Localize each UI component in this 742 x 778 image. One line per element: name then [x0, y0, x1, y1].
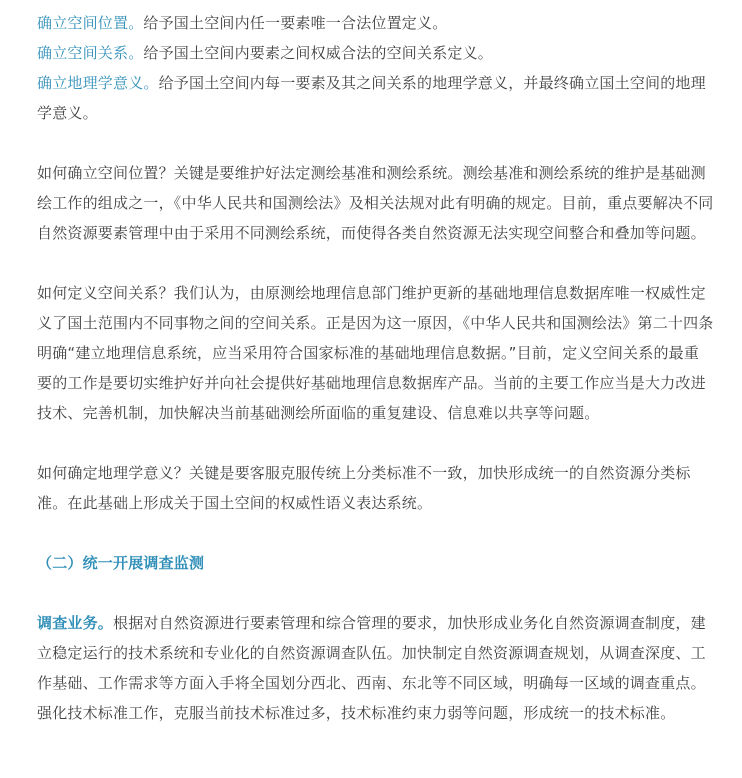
survey-text: 根据对自然资源进行要素管理和综合管理的要求，加快形成业务化自然资源调查制度，建立稳定运行的技术系统和专业化的自然资源调查队伍。加快制定自然资源调查规划，从调查深度、工作基础、工作需求等方面入手将全国划分西北、西南、东北等不同区域，明确每一区域的调查重点。强化技术标准工作，克服当前技术标准过多，技术标准约束力弱等问题，形成统一的技术标准。 [37, 614, 706, 722]
definition-text: 给予国土空间内任一要素唯一合法位置定义。 [143, 14, 448, 32]
survey-term: 调查业务。 [37, 614, 114, 632]
definition-text: 给予国土空间内要素之间权威合法的空间关系定义。 [143, 44, 494, 62]
paragraph-gap [37, 248, 714, 278]
paragraph-relation: 如何定义空间关系？我们认为，由原测绘地理信息部门维护更新的基础地理信息数据库唯一权威性定义了国土范围内不同事物之间的空间关系。正是因为这一原因，《中华人民共和国测绘法》第二十四条明确“建立地理信息系统，应当采用符合国家标准的基础地理信息数据。”目前，定义空间关系的最重要的工作是要切实维护好并向社会提供好基础地理信息数据库产品。当前的主要工作应当是大力改进技术、完善机制，加快解决当前基础测绘所面临的重复建设、信息难以共享等问题。 [37, 284, 714, 422]
paragraph-position: 如何确立空间位置？关键是要维护好法定测绘基准和测绘系统。测绘基准和测绘系统的维护是基础测绘工作的组成之一，《中华人民共和国测绘法》及相关法规对此有明确的规定。目前，重点要解决不同自然资源要素管理中由于采用不同测绘系统，而使得各类自然资源无法实现空间整合和叠加等问题。 [37, 164, 714, 242]
definition-text: 给予国土空间内每一要素及其之间关系的地理学意义，并最终确立国土空间的地理学意义。 [37, 74, 706, 122]
paragraph-geography: 如何确定地理学意义？关键是要客服克服传统上分类标准不一致，加快形成统一的自然资源分类标准。在此基础上形成关于国土空间的权威性语义表达系统。 [37, 464, 691, 512]
paragraph-gap [37, 578, 714, 608]
definition-term: 确立地理学意义。 [37, 74, 159, 92]
definition-geography [37, 68, 714, 128]
paragraph-survey [37, 608, 714, 728]
definition-term: 确立空间位置。 [37, 14, 144, 32]
paragraph-gap [37, 428, 714, 458]
paragraph-gap [37, 518, 714, 548]
definition-term: 确立空间关系。 [37, 44, 144, 62]
paragraph-gap [37, 128, 714, 158]
definition-position [37, 8, 714, 38]
section-title: （二）统一开展调查监测 [37, 554, 205, 572]
definition-relation [37, 38, 714, 68]
